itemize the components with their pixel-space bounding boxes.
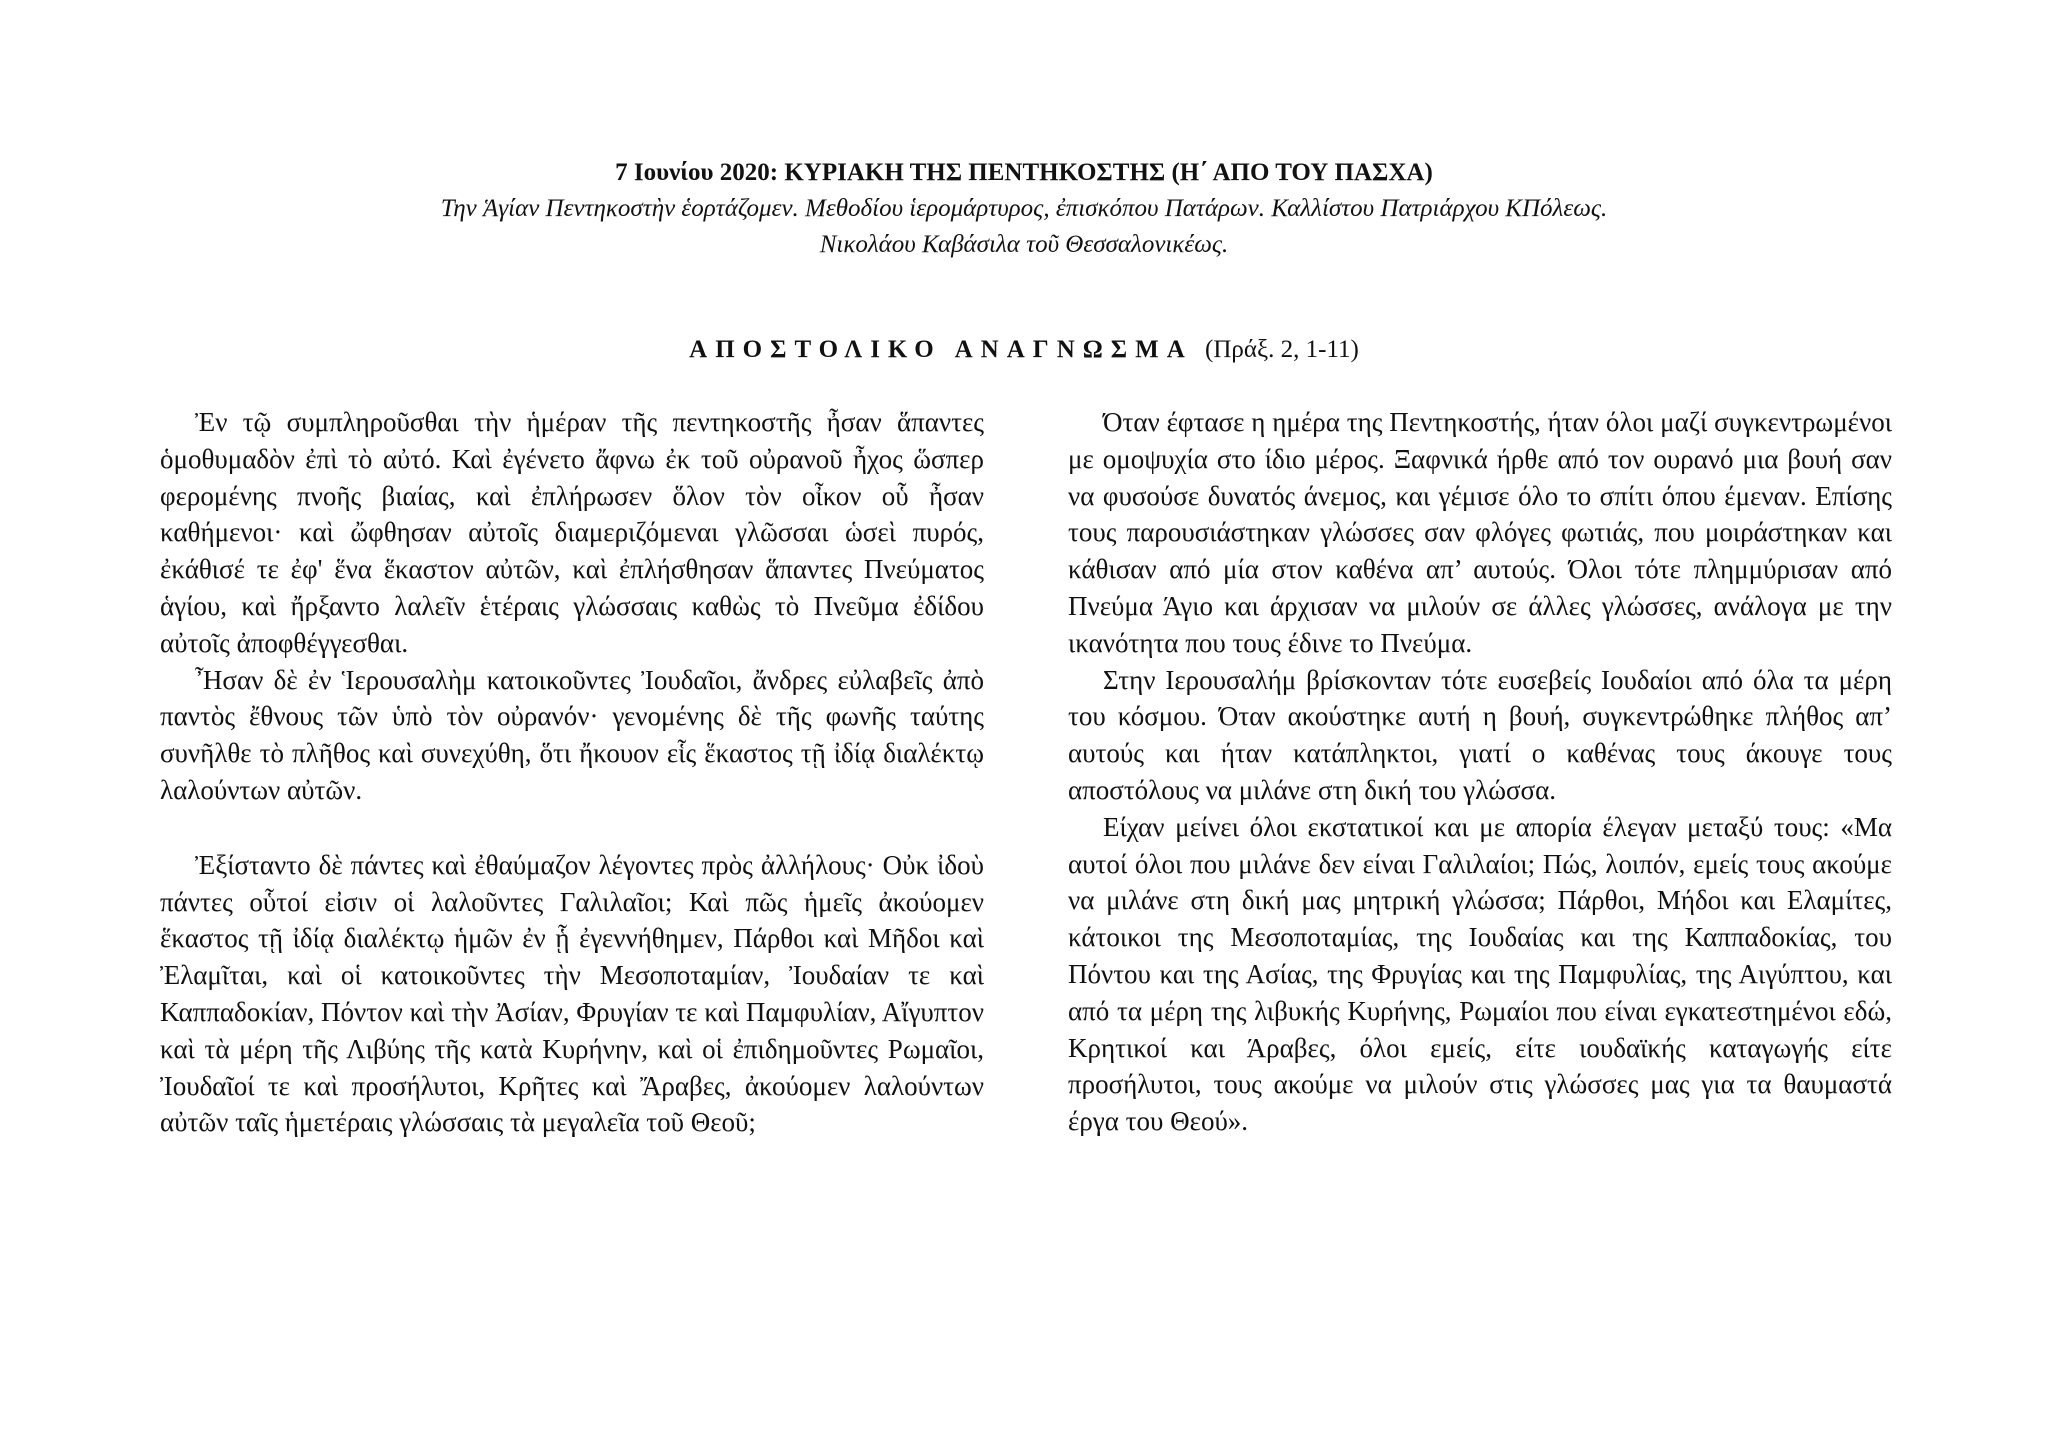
reading-reference: (Πράξ. 2, 1-11) [1205, 336, 1359, 363]
original-text-column [160, 404, 984, 1141]
original-paragraph: Ἦσαν δὲ ἐν Ἱερουσαλὴμ κατοικοῦντες Ἰουδαῖοι, ἄνδρες εὐλαβεῖς ἀπὸ παντὸς ἔθνους τῶν ὑπὸ τὸν οὐρανόν· γενομένης δὲ τῆς φωνῆς ταύτης συνῆλθε τὸ πλῆθος καὶ συνεχύθη, ὅτι ἤκουον εἷς ἕκαστος τῇ ἰδίᾳ διαλέκτῳ λαλούντων αὐτῶν. [160, 664, 984, 805]
page-title: 7 Ιουνίου 2020: ΚΥΡΙΑΚΗ ΤΗΣ ΠΕΝΤΗΚΟΣΤΗΣ (Η΄ ΑΠΟ ΤΟΥ ΠΑΣΧΑ) [615, 159, 1433, 186]
original-paragraph: Ἐν τῷ συμπληροῦσθαι τὴν ἡμέραν τῆς πεντηκοστῆς ἦσαν ἅπαντες ὁμοθυμαδὸν ἐπὶ τὸ αὐτό. Καὶ ἐγένετο ἄφνω ἐκ τοῦ οὐρανοῦ ἦχος ὥσπερ φερομένης πνοῆς βιαίας, καὶ ἐπλήρωσεν ὅλον τὸν οἶκον οὗ ἦσαν καθήμενοι· καὶ ὤφθησαν αὐτοῖς διαμεριζόμεναι γλῶσσαι ὡσεὶ πυρός, ἐκάθισέ τε ἐφ' ἕνα ἕκαστον αὐτῶν, καὶ ἐπλήσθησαν ἅπαντες Πνεύματος ἁγίου, καὶ ἤρξαντο λαλεῖν ἑτέραις γλώσσαις καθὼς τὸ Πνεῦμα ἐδίδου αὐτοῖς ἀποφθέγγεσθαι. [160, 407, 984, 658]
reading-label: ΑΠΟΣΤΟΛΙΚΟ ΑΝΑΓΝΩΣΜΑ [689, 336, 1193, 363]
translation-paragraph: Στην Ιερουσαλήμ βρίσκονταν τότε ευσεβείς Ιουδαίοι από όλα τα μέρη του κόσμου. Όταν ακούστηκε αυτή η βουή, συγκεντρώθηκε πλήθος απ’ αυτούς και ήταν κατάπληκτοι, γιατί ο καθένας τους άκουγε τους αποστόλους να μιλάνε στη δική του γλώσσα. [1068, 664, 1892, 805]
translation-column [1068, 404, 1892, 1140]
translation-paragraph: Όταν έφτασε η ημέρα της Πεντηκοστής, ήταν όλοι μαζί συγκεντρωμένοι με ομοψυχία στο ίδιο μέρος. Ξαφνικά ήρθε από τον ουρανό μια βουή σαν να φυσούσε δυνατός άνεμος, και γέμισε όλο το σπίτι όπου έμεναν. Επίσης τους παρουσιάστηκαν γλώσσες σαν φλόγες φωτιάς, που μοιράστηκαν και κάθισαν από μία στον καθένα απ’ αυτούς. Όλοι τότε πλημμύρισαν από Πνεύμα Άγιο και άρχισαν να μιλούν σε άλλες γλώσσες, ανάλογα με την ικανότητα που τους έδινε το Πνεύμα. [1068, 407, 1892, 658]
reading-heading [0, 332, 2048, 368]
subtitle-line-2: Νικολάου Καβάσιλα τοῦ Θεσσαλονικέως. [819, 231, 1229, 258]
original-paragraph: Ἐξίσταντο δὲ πάντες καὶ ἐθαύμαζον λέγοντες πρὸς ἀλλήλους· Οὐκ ἰδοὺ πάντες οὗτοί εἰσιν οἱ λαλοῦντες Γαλιλαῖοι; Καὶ πῶς ἡμεῖς ἀκούομεν ἕκαστος τῇ ἰδίᾳ διαλέκτῳ ἡμῶν ἐν ᾗ ἐγεννήθημεν, Πάρθοι καὶ Μῆδοι καὶ Ἐλαμῖται, καὶ οἱ κατοικοῦντες τὴν Μεσοποταμίαν, Ἰουδαίαν τε καὶ Καππαδοκίαν, Πόντον καὶ τὴν Ἀσίαν, Φρυγίαν τε καὶ Παμφυλίαν, Αἴγυπτον καὶ τὰ μέρη τῆς Λιβύης τῆς κατὰ Κυρήνην, καὶ οἱ ἐπιδημοῦντες Ρωμαῖοι, Ἰουδαῖοί τε καὶ προσήλυτοι, Κρῆτες καὶ Ἄραβες, ἀκούομεν λαλούντων αὐτῶν ταῖς ἡμετέραις γλώσσαις τὰ μεγαλεῖα τοῦ Θεοῦ; [160, 849, 984, 1138]
translation-paragraph: Είχαν μείνει όλοι εκστατικοί και με απορία έλεγαν μεταξύ τους: «Μα αυτοί όλοι που μιλάνε δεν είναι Γαλιλαίοι; Πώς, λοιπόν, εμείς τους ακούμε να μιλάνε στη δική μας μητρική γλώσσα; Πάρθοι, Μήδοι και Ελαμίτες, κάτοικοι της Μεσοποταμίας, της Ιουδαίας και της Καππαδοκίας, του Πόντου και της Ασίας, της Φρυγίας και της Παμφυλίας, της Αιγύπτου, και από τα μέρη της λιβυκής Κυρήνης, Ρωμαίοι που είναι εγκατεστημένοι εδώ, Κρητικοί και Άραβες, όλοι εμείς, είτε ιουδαϊκής καταγωγής είτε προσήλυτοι, τους ακούμε να μιλούν στις γλώσσες μας για τα θαυμαστά έργα του Θεού». [1068, 811, 1892, 1137]
document-header [0, 155, 2048, 263]
subtitle-line-1: Την Ἁγίαν Πεντηκοστὴν ἑορτάζομεν. Μεθοδίου ἱερομάρτυρος, ἐπισκόπου Πατάρων. Καλλίστου Πατριάρχου ΚΠόλεως. [440, 195, 1608, 222]
